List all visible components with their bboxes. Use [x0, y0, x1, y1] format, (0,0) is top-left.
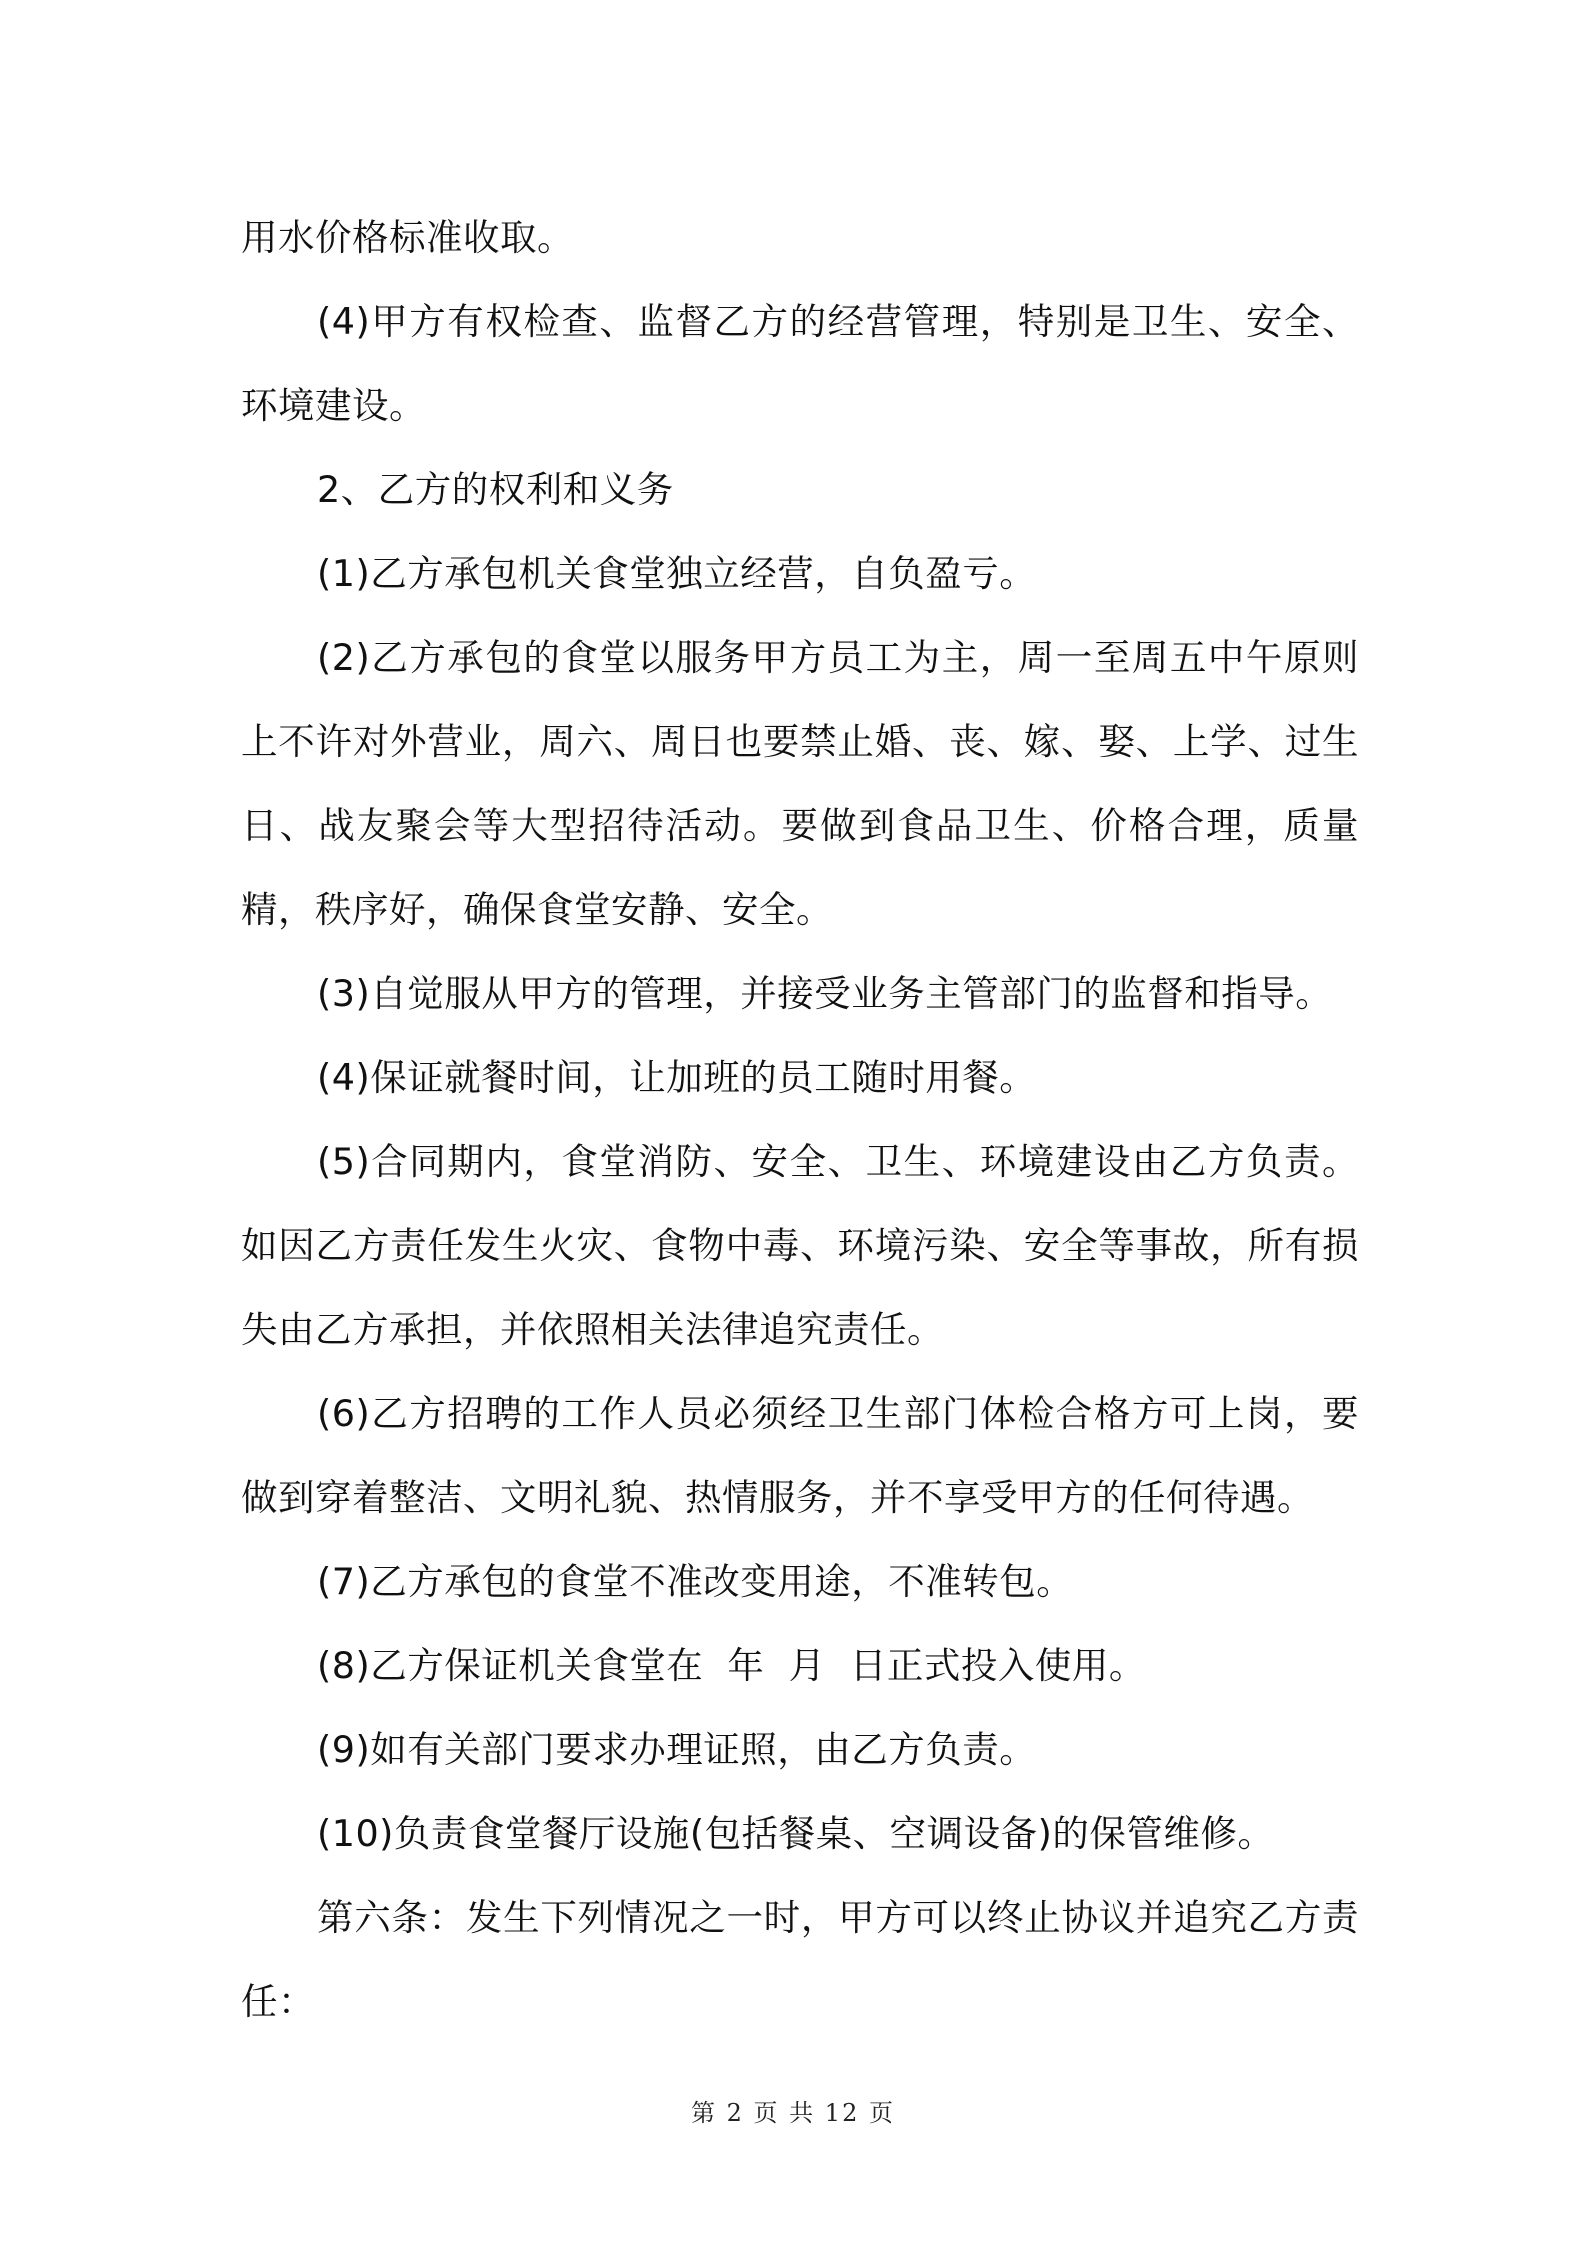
paragraph-clause-b7: (7)乙方承包的食堂不准改变用途，不准转包。 — [317, 1560, 1074, 1603]
paragraph-clause-b1: (1)乙方承包机关食堂独立经营，自负盈亏。 — [317, 552, 1037, 595]
paragraph-clause-b10: (10)负责食堂餐厅设施(包括餐桌、空调设备)的保管维修。 — [317, 1812, 1275, 1855]
paragraph-clause-b5: (5)合同期内，食堂消防、安全、卫生、环境建设由乙方负责。如因乙方责任发生火灾、食物中毒、环境污染、安全等事故，所有损失由乙方承担，并依照相关法律追究责任。 — [241, 1140, 1359, 1351]
paragraph-clause-b6: (6)乙方招聘的工作人员必须经卫生部门体检合格方可上岗，要做到穿着整洁、文明礼貌、热情服务，并不享受甲方的任何待遇。 — [241, 1392, 1359, 1519]
paragraph-clause-b2: (2)乙方承包的食堂以服务甲方员工为主，周一至周五中午原则上不许对外营业，周六、周日也要禁止婚、丧、嫁、娶、上学、过生日、战友聚会等大型招待活动。要做到食品卫生、价格合理，质量精，秩序好，确保食堂安静、安全。 — [241, 636, 1359, 931]
paragraph-continuation: 用水价格标准收取。 — [241, 216, 574, 259]
paragraph-clause-b3: (3)自觉服从甲方的管理，并接受业务主管部门的监督和指导。 — [317, 972, 1333, 1015]
paragraph-clause-b9: (9)如有关部门要求办理证照，由乙方负责。 — [317, 1728, 1037, 1771]
paragraph-clause-b4: (4)保证就餐时间，让加班的员工随时用餐。 — [317, 1056, 1037, 1099]
paragraph-article-six: 第六条：发生下列情况之一时，甲方可以终止协议并追究乙方责任： — [241, 1896, 1359, 2023]
paragraph-clause-b8: (8)乙方保证机关食堂在 年 月 日正式投入使用。 — [317, 1644, 1146, 1687]
document-body — [241, 196, 1359, 2044]
page-number-footer: 第 2 页 共 12 页 — [691, 2099, 895, 2127]
section-heading-party-b-rights: 2、乙方的权利和义务 — [317, 468, 674, 511]
paragraph-clause-a4: (4)甲方有权检查、监督乙方的经营管理，特别是卫生、安全、环境建设。 — [241, 300, 1359, 427]
